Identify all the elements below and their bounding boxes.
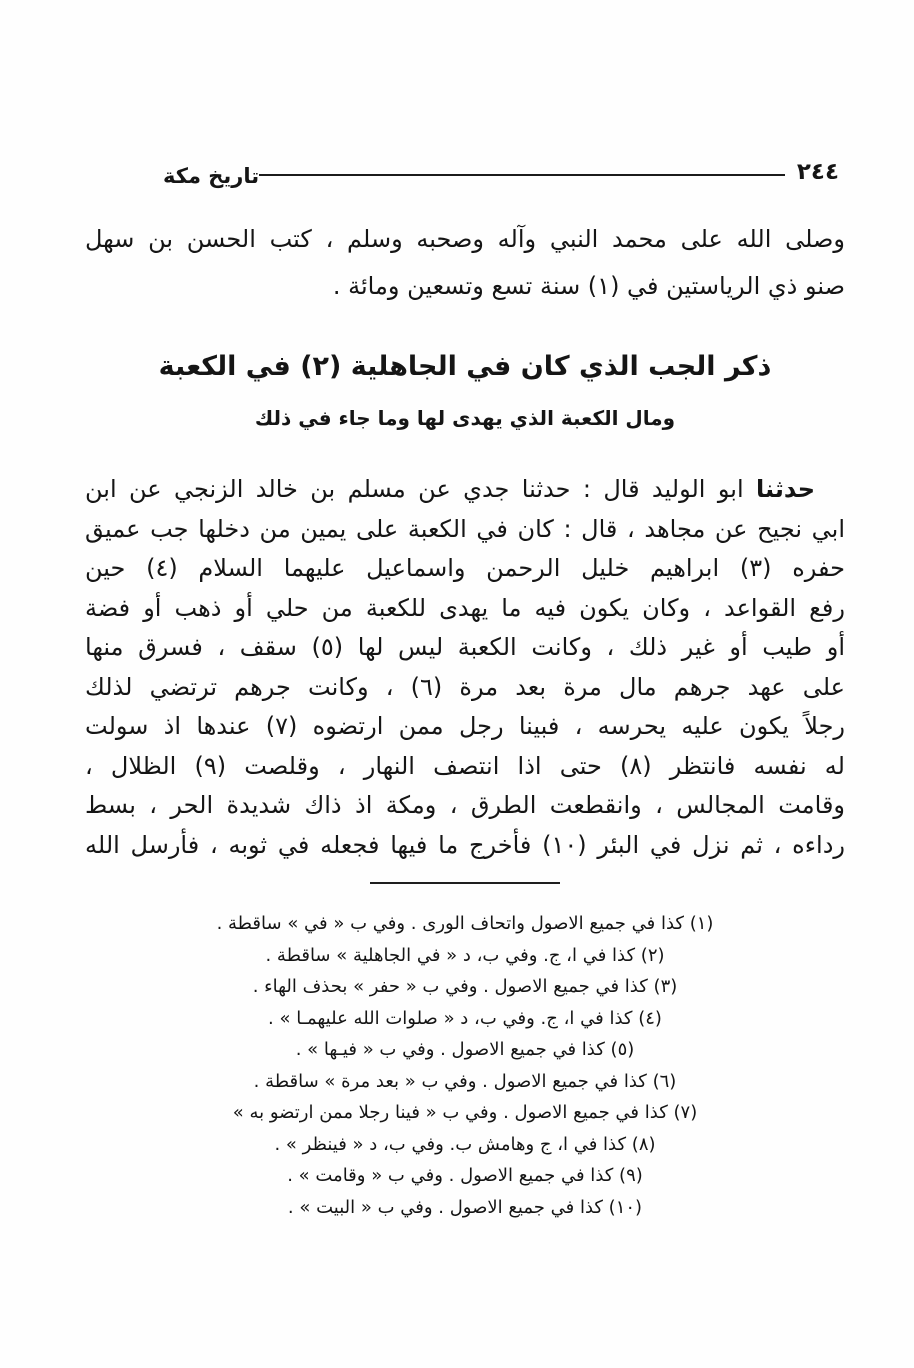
body-line: له نفسه فانتظر (٨) حتى اذا انتصف النهار ، وقلصت (٩) الظلال ،: [85, 751, 845, 780]
page-header: [163, 156, 839, 188]
footnote: (٢) كذا في ا، ج. وفي ب، د « في الجاهلية » ساقطة .: [265, 944, 665, 966]
footnotes-section: [85, 908, 845, 1223]
narrator-lead-word: حدثنا: [756, 475, 815, 503]
intro-line: صنو ذي الرياستين في (١) سنة تسع وتسعين ومائة .: [332, 272, 845, 300]
footnote: (٦) كذا في جميع الاصول . وفي ب « بعد مرة » ساقطة .: [253, 1070, 677, 1092]
body-line: أو طيب أو غير ذلك ، وكانت الكعبة ليس لها (٥) سقف ، فسرق منها: [85, 633, 846, 661]
body-line: رداءه ، ثم نزل في البئر (١٠) فأخرج ما فيها فجعله في ثوبه ، فأرسل الله: [85, 830, 845, 859]
footnote: (٩) كذا في جميع الاصول . وفي ب « وقامت » .: [287, 1165, 643, 1186]
body-line: ابي نجيح عن مجاهد ، قال : كان في الكعبة على يمين من دخلها جب عميق: [85, 514, 845, 543]
footnote: (٧) كذا في جميع الاصول . وفي ب « فينا رجلا ممن ارتضو به »: [232, 1102, 698, 1123]
body-line: رجلاً يكون عليه يحرسه ، فبينا رجل ممن ارتضوه (٧) عندها اذ سولت: [85, 712, 846, 740]
body-paragraph: [85, 470, 845, 865]
footnote: (٣) كذا في جميع الاصول . وفي ب « حفر » بحذف الهاء .: [252, 976, 678, 997]
body-line: رفع القواعد ، وكان يكون فيه ما يهدى للكعبة من حلي أو ذهب أو فضة: [85, 593, 845, 622]
footnote-separator-rule: [370, 882, 560, 884]
footnote: (١) كذا في جميع الاصول واتحاف الورى . وفي ب « في » ساقطة .: [216, 913, 714, 934]
header-rule: [259, 174, 785, 176]
running-title: تاريخ مكة: [163, 164, 260, 188]
footnote: (٨) كذا في ا، ج وهامش ب. وفي ب، د « فينظر » .: [274, 1133, 656, 1155]
body-line: حفره (٣) ابراهيم خليل الرحمن واسماعيل عليهما السلام (٤) حين: [85, 554, 845, 582]
page-number: ٢٤٤: [796, 159, 839, 185]
section-heading: ذكر الجب الذي كان في الجاهلية (٢) في الكعبة: [158, 351, 772, 382]
footnote: (٥) كذا في جميع الاصول . وفي ب « فيـها » .: [295, 1039, 635, 1060]
intro-line: وصلى الله على محمد النبي وآله وصحبه وسلم ، كتب الحسن بن سهل: [85, 225, 845, 253]
intro-paragraph: [85, 216, 845, 310]
body-line-text: ابو الوليد قال : حدثنا جدي عن مسلم بن خالد الزنجي عن ابن: [85, 475, 744, 503]
section-subheading: ومال الكعبة الذي يهدى لها وما جاء في ذلك: [254, 406, 676, 430]
page-content: [0, 156, 914, 1223]
body-line: على عهد جرهم مال مرة بعد مرة (٦) ، وكانت جرهم ترتضي لذلك: [85, 672, 846, 701]
body-line: [85, 470, 845, 510]
footnote: (١٠) كذا في جميع الاصول . وفي ب « البيت » .: [287, 1196, 643, 1218]
footnote: (٤) كذا في ا، ج. وفي ب، د « صلوات الله عليهمـا » .: [268, 1007, 662, 1029]
body-line: وقامت المجالس ، وانقطعت الطرق ، ومكة اذ ذاك شديدة الحر ، بسط: [85, 791, 845, 819]
